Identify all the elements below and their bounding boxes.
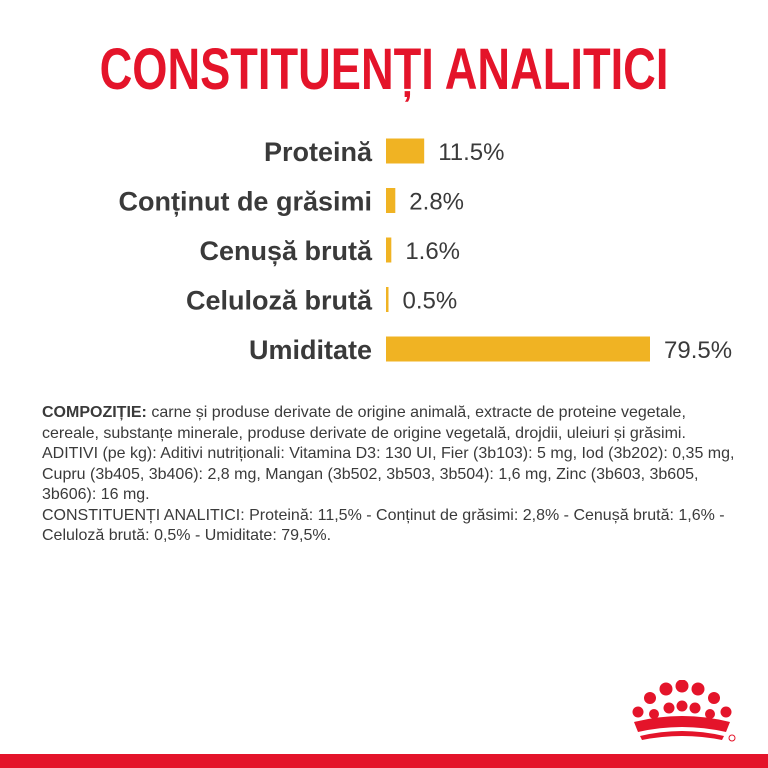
category-label: Proteină [263,137,372,167]
category-label: Celuloză brută [185,285,372,316]
bar [386,238,391,263]
category-label: Umiditate [248,335,372,365]
additives-paragraph: ADITIVI (pe kg): Aditivi nutriționali: Vitamina D3: 130 UI, Fier (3b103): 5 mg, Iod (3b202): 0,35 mg, Cupru (3b405, 3b406): 2,8 mg, Mangan (3b502, 3b503, 3b504): 1,6 mg, Zinc (3b603, 3b605, 3b606): 16 mg. [42,445,735,503]
page-title: CONSTITUENȚI ANALITICI [99,37,669,102]
bar [386,337,650,362]
ingredients-paragraph [42,403,742,444]
bar [386,188,395,213]
constituents-paragraph: CONSTITUENȚI ANALITICI: Proteină: 11,5% - Conținut de grăsimi: 2,8% - Cenușă brută: 1,6% - Celuloză brută: 0,5% - Umiditate: 79,5%. [42,506,725,544]
bar [386,287,389,312]
value-label: 0.5% [402,287,458,315]
bottom-brand-bar [0,754,768,768]
value-label: 79.5% [664,337,733,364]
value-label: 2.8% [409,188,465,216]
value-label: 1.6% [405,238,461,265]
composition-text [42,403,742,547]
composition-label: COMPOZIȚIE: [42,404,147,421]
value-label: 11.5% [438,139,505,166]
category-label: Cenușă brută [199,236,372,266]
category-label: Conținut de grăsimi [118,186,372,217]
nutrient-bar-chart [0,120,768,380]
bar [386,139,424,164]
composition-ingredients: carne și produse derivate de origine animală, extracte de proteine vegetale, cereale, substanțe minerale, produse derivate de origine vegetală, drojdii, uleiuri și grăsimi. [42,404,686,442]
crown-icon [628,680,736,744]
